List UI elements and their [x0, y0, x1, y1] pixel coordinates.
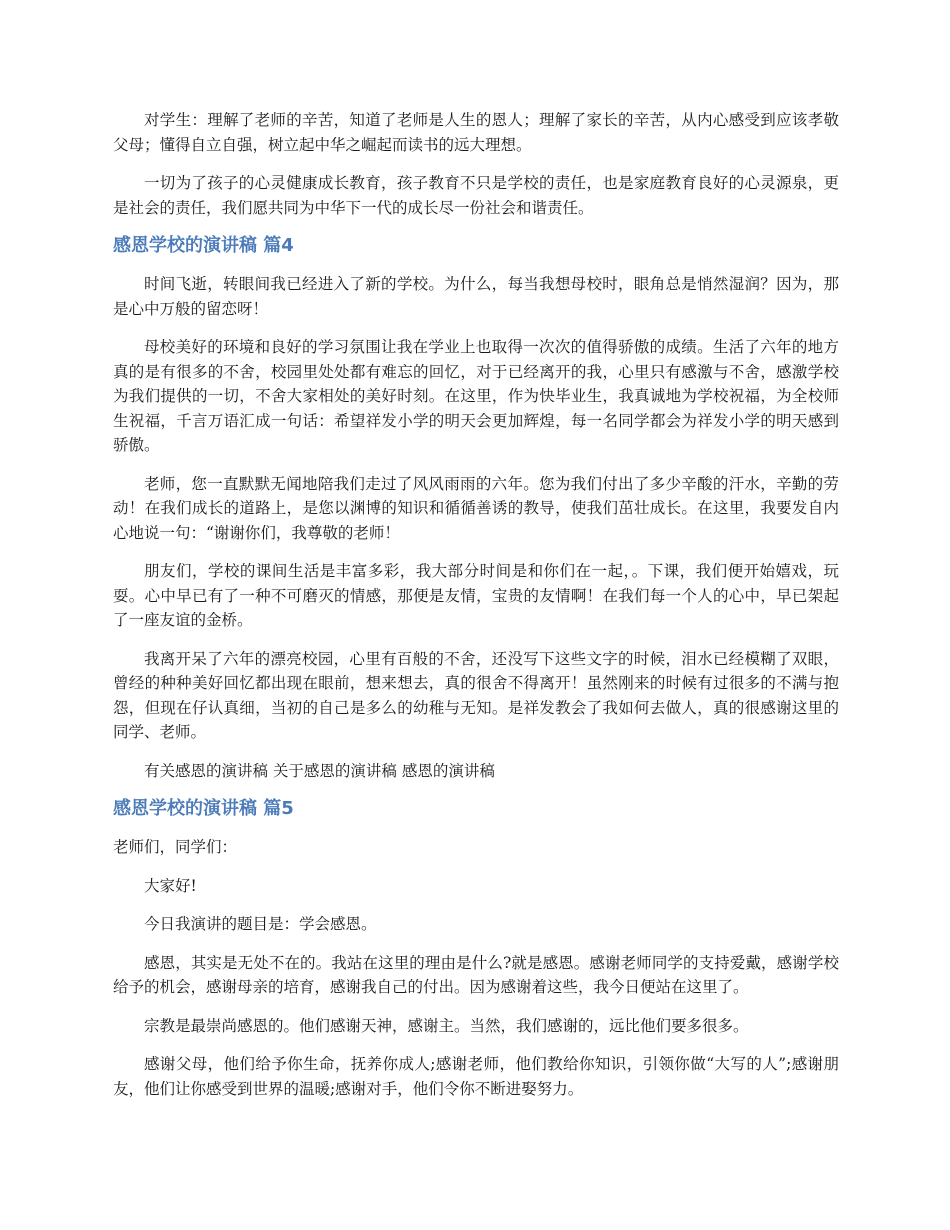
section3-paragraph-1: 对学生：理解了老师的辛苦，知道了老师是人生的恩人；理解了家长的辛苦，从内心感受到应该孝敬父母；懂得自立自强，树立起中华之崛起而读书的远大理想。: [113, 111, 839, 154]
section5-paragraph-5: 感谢父母，他们给予你生命，抚养你成人;感谢老师，他们教给你知识，引领你做“大写的人”;感谢朋友，他们让你感受到世界的温暖;感谢对手，他们令你不断进娶努力。: [113, 1055, 839, 1098]
section4-paragraph-1: 时间飞逝，转眼间我已经进入了新的学校。为什么，每当我想母校时，眼角总是悄然湿润？因为，那是心中万般的留恋呀！: [113, 275, 839, 318]
section5-paragraph-4: 宗教是最崇尚感恩的。他们感谢天神，感谢主。当然，我们感谢的，远比他们要多很多。: [144, 1016, 749, 1035]
section4-paragraph-4: 朋友们，学校的课间生活是丰富多彩，我大部分时间是和你们在一起，。下课，我们便开始嬉戏，玩耍。心中早已有了一种不可磨灭的情感，那便是友情，宝贵的友情啊！在我们每一个人的心中，早已架起了一座友谊的金桥。: [113, 562, 839, 629]
section4-paragraph-5: 我离开呆了六年的漂亮校园，心里有百般的不舍，还没写下这些文字的时候，泪水已经模糊了双眼，曾经的种种美好回忆都出现在眼前，想来想去，真的很舍不得离开！虽然刚来的时候有过很多的不满与抱怨，但现在仔认真细，当初的自己是多么的幼稚与无知。是祥发教会了我如何去做人，真的很感谢这里的同学、老师。: [113, 649, 839, 741]
section5-heading: 感恩学校的演讲稿 篇5: [113, 798, 294, 819]
section4-paragraph-2: 母校美好的环境和良好的学习氛围让我在学业上也取得一次次的值得骄傲的成绩。生活了六年的地方真的是有很多的不舍，校园里处处都有难忘的回忆，对于已经离开的我，心里只有感激与不舍，感激学校为我们提供的一切，不舍大家相处的美好时刻。在这里，作为快毕业生，我真诚地为学校祝福，为全校师生祝福，千言万语汇成一句话：希望祥发小学的明天会更加辉煌，每一名同学都会为祥发小学的明天感到骄傲。: [113, 338, 839, 454]
section3-paragraph-2: 一切为了孩子的心灵健康成长教育，孩子教育不只是学校的责任，也是家庭教育良好的心灵源泉，更是社会的责任，我们愿共同为中华下一代的成长尽一份社会和谐责任。: [113, 174, 839, 217]
section5-paragraph-2: 今日我演讲的题目是：学会感恩。: [144, 915, 377, 933]
section4-paragraph-3: 老师，您一直默默无闻地陪我们走过了风风雨雨的六年。您为我们付出了多少辛酸的汗水，辛勤的劳动！在我们成长的道路上，是您以渊博的知识和循循善诱的教导，使我们茁壮成长。在这里，我要发自内心地说一句：“谢谢你们，我尊敬的老师！: [113, 474, 839, 542]
section4-related-links: 有关感恩的演讲稿 关于感恩的演讲稿 感恩的演讲稿: [144, 761, 495, 780]
document-page: [113, 108, 839, 1115]
section5-salutation: 老师们，同学们：: [113, 838, 238, 856]
section4-heading: 感恩学校的演讲稿 篇4: [113, 235, 294, 256]
section5-paragraph-3: 感恩，其实是无处不在的。我站在这里的理由是什么?就是感恩。感谢老师同学的支持爱戴，感谢学校给予的机会，感谢母亲的培育，感谢我自己的付出。因为感谢着这些，我今日便站在这里了。: [113, 953, 839, 996]
section5-paragraph-1: 大家好!: [144, 876, 197, 895]
